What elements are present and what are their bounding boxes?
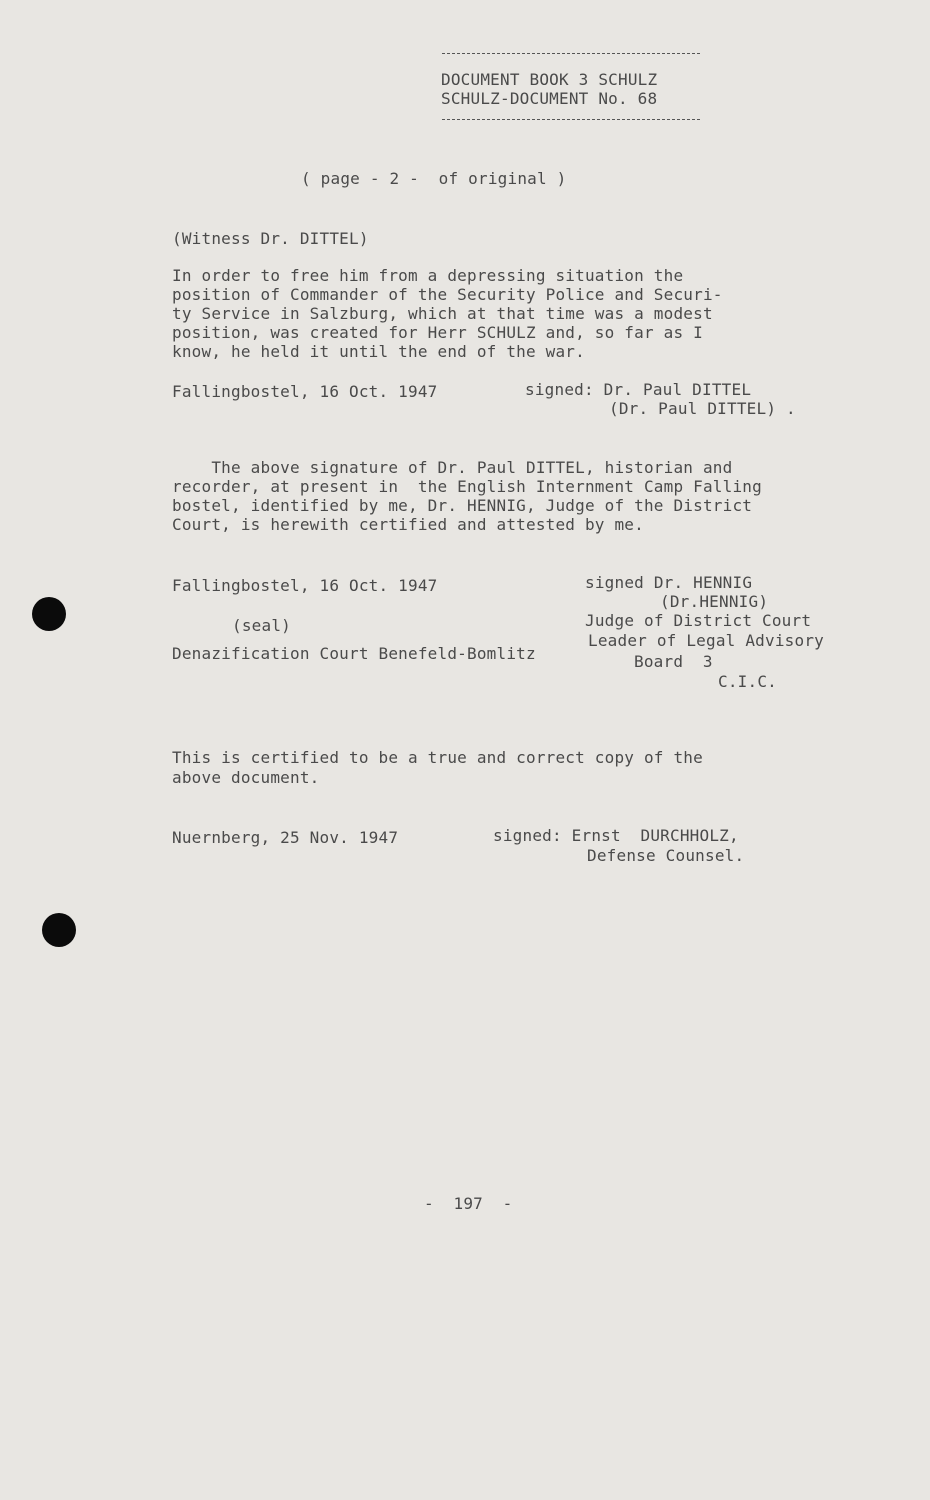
header-rule-bottom: [442, 119, 700, 120]
punch-hole-bottom: [42, 913, 76, 947]
paragraph-2-line-3: bostel, identified by me, Dr. HENNIG, Judge of the District: [172, 496, 753, 515]
sig3-signed: signed: Ernst DURCHHOLZ,: [493, 826, 739, 845]
sig2-title-1: Judge of District Court: [585, 611, 812, 630]
sig2-title-3: Board 3: [634, 652, 713, 671]
paragraph-2-line-1: The above signature of Dr. Paul DITTEL, historian and: [172, 458, 733, 477]
paragraph-1-line-4: position, was created for Herr SCHULZ and, so far as I: [172, 323, 703, 342]
sig1-place-date: Fallingbostel, 16 Oct. 1947: [172, 382, 438, 401]
sig2-name: (Dr.HENNIG): [660, 592, 769, 611]
punch-hole-top: [32, 597, 66, 631]
sig2-title-2: Leader of Legal Advisory: [588, 631, 824, 650]
sig2-signed: signed Dr. HENNIG: [585, 573, 753, 592]
paragraph-1-line-1: In order to free him from a depressing situation the: [172, 266, 684, 285]
sig1-signed: signed: Dr. Paul DITTEL: [525, 380, 752, 399]
court-name: Denazification Court Benefeld-Bomlitz: [172, 644, 536, 663]
paragraph-1-line-3: ty Service in Salzburg, which at that time was a modest: [172, 304, 713, 323]
sig3-place-date: Nuernberg, 25 Nov. 1947: [172, 828, 399, 847]
paragraph-1-line-5: know, he held it until the end of the war.: [172, 342, 585, 361]
seal-label: (seal): [232, 616, 291, 635]
paragraph-1-line-2: position of Commander of the Security Police and Securi-: [172, 285, 723, 304]
sig2-title-4: C.I.C.: [718, 672, 777, 691]
sig3-title: Defense Counsel.: [587, 846, 745, 865]
witness-heading: (Witness Dr. DITTEL): [172, 229, 369, 248]
header-line-2: SCHULZ-DOCUMENT No. 68: [441, 89, 658, 108]
paragraph-2-line-2: recorder, at present in the English Internment Camp Falling: [172, 477, 762, 496]
certification-line-2: above document.: [172, 768, 320, 787]
header-rule-top: [442, 53, 700, 54]
page-note: ( page - 2 - of original ): [301, 169, 567, 188]
header-line-1: DOCUMENT BOOK 3 SCHULZ: [441, 70, 658, 89]
page-number: - 197 -: [424, 1194, 513, 1213]
certification-line-1: This is certified to be a true and correct copy of the: [172, 748, 703, 767]
sig1-name: (Dr. Paul DITTEL) .: [609, 399, 796, 418]
paragraph-2-line-4: Court, is herewith certified and attested by me.: [172, 515, 644, 534]
sig2-place-date: Fallingbostel, 16 Oct. 1947: [172, 576, 438, 595]
